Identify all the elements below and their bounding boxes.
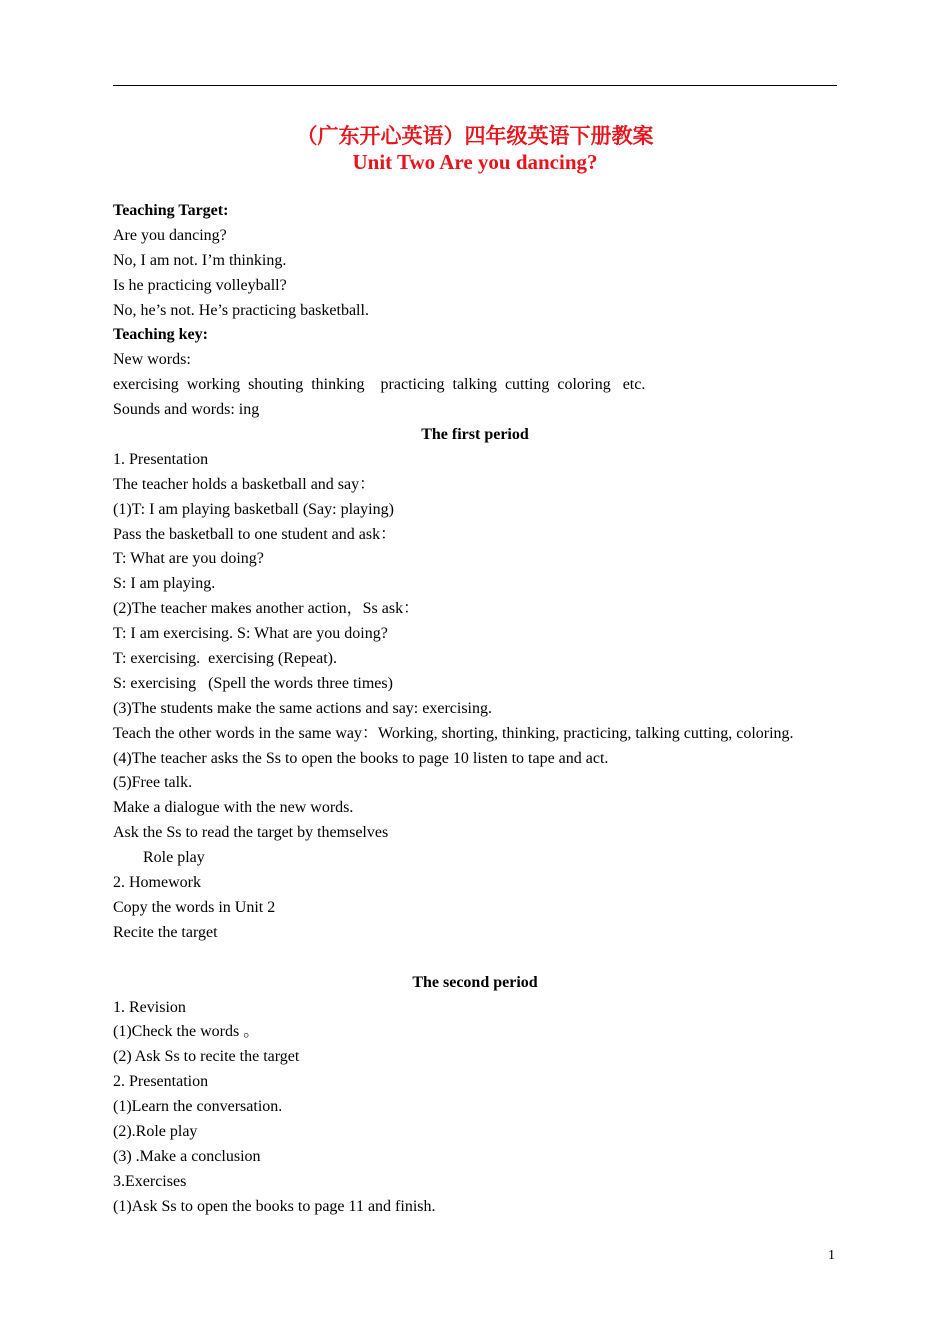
header-rule [113, 85, 837, 86]
text-line: Copy the words in Unit 2 [113, 898, 276, 916]
text-line: Sounds and words: ing [113, 401, 260, 419]
text-line: The teacher holds a basketball and say： [113, 475, 376, 493]
text-line: S: I am playing. [113, 575, 216, 593]
text-line: (5)Free talk. [113, 774, 193, 792]
text-line: (2)The teacher makes another action，Ss ask： [113, 600, 420, 618]
section-heading: The second period [412, 973, 538, 991]
text-line: (2) Ask Ss to recite the target [113, 1048, 300, 1066]
section-heading: Teaching key: [113, 326, 208, 344]
text-line: New words: [113, 351, 191, 369]
text-line: Pass the basketball to one student and ask： [113, 525, 397, 543]
text-line: Make a dialogue with the new words. [113, 799, 354, 817]
text-line: Ask the Ss to read the target by themselves [113, 824, 389, 842]
document-body [113, 199, 853, 1220]
text-line: No, I am not. I’m thinking. [113, 251, 287, 269]
text-line: (3) .Make a conclusion [113, 1147, 261, 1165]
document-title-english: Unit Two Are you dancing? [352, 150, 598, 174]
document-title-chinese: （广东开心英语）四年级英语下册教案 [296, 124, 654, 148]
text-line: Are you dancing? [113, 226, 227, 244]
text-line: Teach the other words in the same way：Working, shorting, thinking, practicing, talking cutting, coloring. [113, 724, 794, 742]
text-line: (2).Role play [113, 1122, 198, 1140]
section-heading: The first period [421, 426, 529, 444]
text-line [113, 946, 853, 971]
text-line: Is he practicing volleyball? [113, 276, 287, 294]
text-line: (1)Check the words 。 [113, 1023, 260, 1041]
text-line: 1. Presentation [113, 450, 209, 468]
text-line: Recite the target [113, 923, 218, 941]
text-line: (1)Ask Ss to open the books to page 11 and finish. [113, 1197, 436, 1215]
page-number: 1 [828, 1248, 835, 1263]
text-line: T: exercising. exercising (Repeat). [113, 650, 337, 668]
text-line: 2. Presentation [113, 1073, 209, 1091]
text-line: exercising working shouting thinking practicing talking cutting coloring etc. [113, 376, 646, 394]
text-line: T: What are you doing? [113, 550, 264, 568]
text-line: S: exercising (Spell the words three times) [113, 674, 393, 692]
text-line: 2. Homework [113, 874, 201, 892]
text-line: (4)The teacher asks the Ss to open the books to page 10 listen to tape and act. [113, 749, 609, 767]
section-heading: Teaching Target: [113, 202, 229, 219]
text-line: (3)The students make the same actions and say: exercising. [113, 699, 492, 717]
text-line: 1. Revision [113, 998, 186, 1016]
text-line: 3.Exercises [113, 1172, 187, 1190]
text-line: T: I am exercising. S: What are you doing? [113, 625, 388, 643]
text-line: No, he’s not. He’s practicing basketball. [113, 301, 369, 319]
text-line: Role play [143, 849, 205, 867]
text-line: (1)T: I am playing basketball (Say: playing) [113, 500, 394, 518]
text-line: (1)Learn the conversation. [113, 1098, 283, 1116]
